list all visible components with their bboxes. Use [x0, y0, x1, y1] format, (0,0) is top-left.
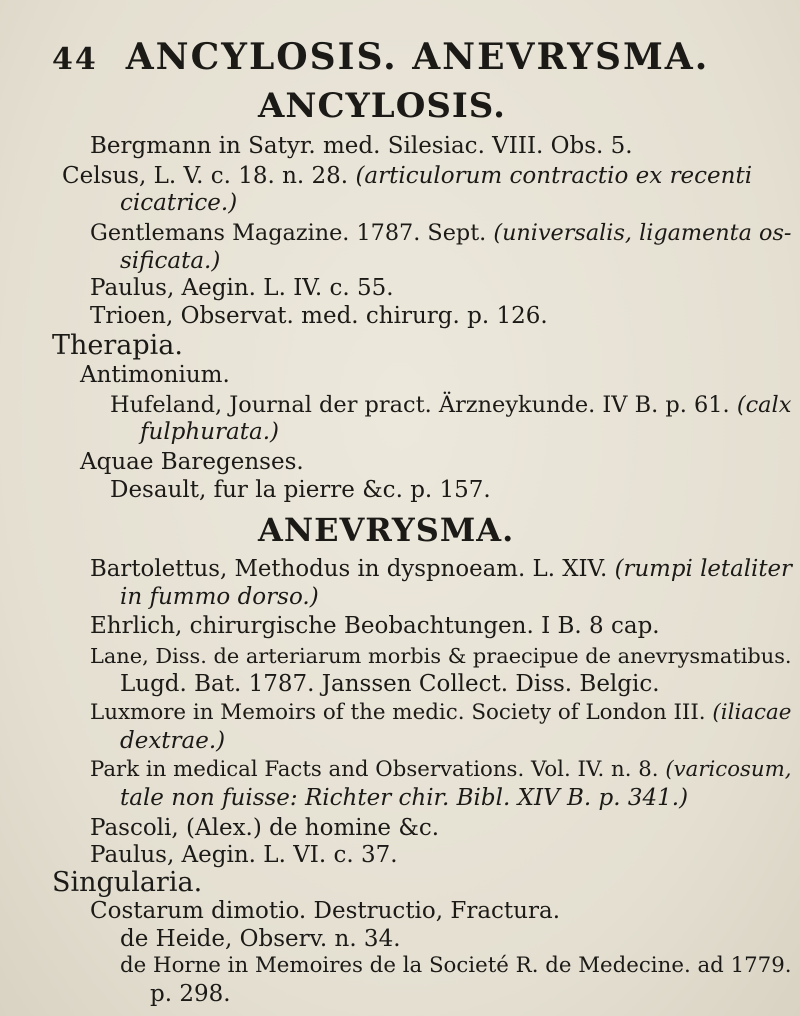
- entry-pascoli: Pascoli, (Alex.) de homine &c.: [90, 814, 440, 841]
- subheading-singularia: Singularia.: [52, 867, 203, 899]
- entry-hufeland-text: Hufeland, Journal der pract. Ärzneykunde. IV B. p. 61.: [110, 391, 730, 418]
- entry-trioen: Trioen, Observat. med. chirurg. p. 126.: [90, 303, 548, 330]
- entry-park-cont: tale non fuisse: Richter chir. Bibl. XIV B. p. 341.): [120, 785, 689, 812]
- entry-antimonium: Antimonium.: [80, 362, 230, 389]
- entry-bartolettus-text: Bartolettus, Methodus in dyspnoeam. L. XIV.: [90, 556, 608, 583]
- entry-horne: de Horne in Memoires de la Societé R. de Medecine. ad 1779.: [120, 953, 792, 979]
- entry-lane: Lane, Diss. de arteriarum morbis & praecipue de anevrysmatibus.: [90, 643, 792, 668]
- running-head-title: ANCYLOSIS. ANEVRYSMA.: [125, 36, 710, 78]
- entry-gentlemans: [90, 219, 791, 247]
- entry-hufeland-cont: fulphurata.): [140, 419, 279, 446]
- entry-gentlemans-note: (universalis, ligamenta os-: [493, 219, 792, 246]
- section-title-ancylosis: ANCYLOSIS.: [258, 85, 506, 126]
- entry-horne-cont: p. 298.: [150, 981, 231, 1007]
- entry-luxmore-cont: dextrae.): [120, 727, 226, 754]
- entry-bergmann: Bergmann in Satyr. med. Silesiac. VIII. Obs. 5.: [90, 133, 633, 160]
- entry-hufeland: [110, 391, 791, 419]
- entry-aquae: Aquae Baregenses.: [80, 448, 304, 475]
- entry-gentlemans-cont: sificata.): [120, 247, 221, 274]
- running-head: [52, 36, 709, 78]
- section-title-anevrysma: ANEVRYSMA.: [258, 510, 515, 549]
- entry-celsus-cont: cicatrice.): [120, 190, 238, 217]
- entry-celsus-text: Celsus, L. V. c. 18. n. 28.: [62, 162, 349, 189]
- entry-bartolettus-cont: in fummo dorso.): [120, 583, 319, 610]
- page-number: 44: [52, 42, 98, 77]
- entry-park-note: (varicosum,: [665, 757, 792, 783]
- entry-lane-cont: Lugd. Bat. 1787. Janssen Collect. Diss. Belgic.: [120, 670, 660, 697]
- entry-park-text: Park in medical Facts and Observations. Vol. IV. n. 8.: [90, 757, 659, 783]
- entry-luxmore: [90, 699, 791, 727]
- entry-paulus-ancylosis: Paulus, Aegin. L. IV. c. 55.: [90, 275, 394, 302]
- entry-hufeland-note: (calx: [736, 391, 792, 418]
- entry-heide: de Heide, Observ. n. 34.: [120, 925, 401, 952]
- entry-bartolettus-note: (rumpi letaliter: [614, 556, 792, 583]
- entry-costarum: Costarum dimotio. Destructio, Fractura.: [90, 897, 561, 924]
- subheading-therapia: Therapia.: [52, 329, 183, 361]
- entry-desault: Desault, fur la pierre &c. p. 157.: [110, 476, 491, 503]
- entry-paulus-anevrysma: Paulus, Aegin. L. VI. c. 37.: [90, 842, 398, 869]
- entry-gentlemans-text: Gentlemans Magazine. 1787. Sept.: [90, 219, 487, 246]
- entry-bartolettus: [90, 555, 792, 583]
- entry-park: [90, 756, 792, 784]
- entry-ehrlich: Ehrlich, chirurgische Beobachtungen. I B. 8 cap.: [90, 613, 660, 640]
- entry-luxmore-note: (iliacae: [712, 700, 792, 726]
- entry-celsus: [62, 162, 752, 190]
- entry-luxmore-text: Luxmore in Memoirs of the medic. Society of London III.: [90, 700, 706, 726]
- entry-celsus-note: (articulorum contractio ex recenti: [355, 162, 753, 189]
